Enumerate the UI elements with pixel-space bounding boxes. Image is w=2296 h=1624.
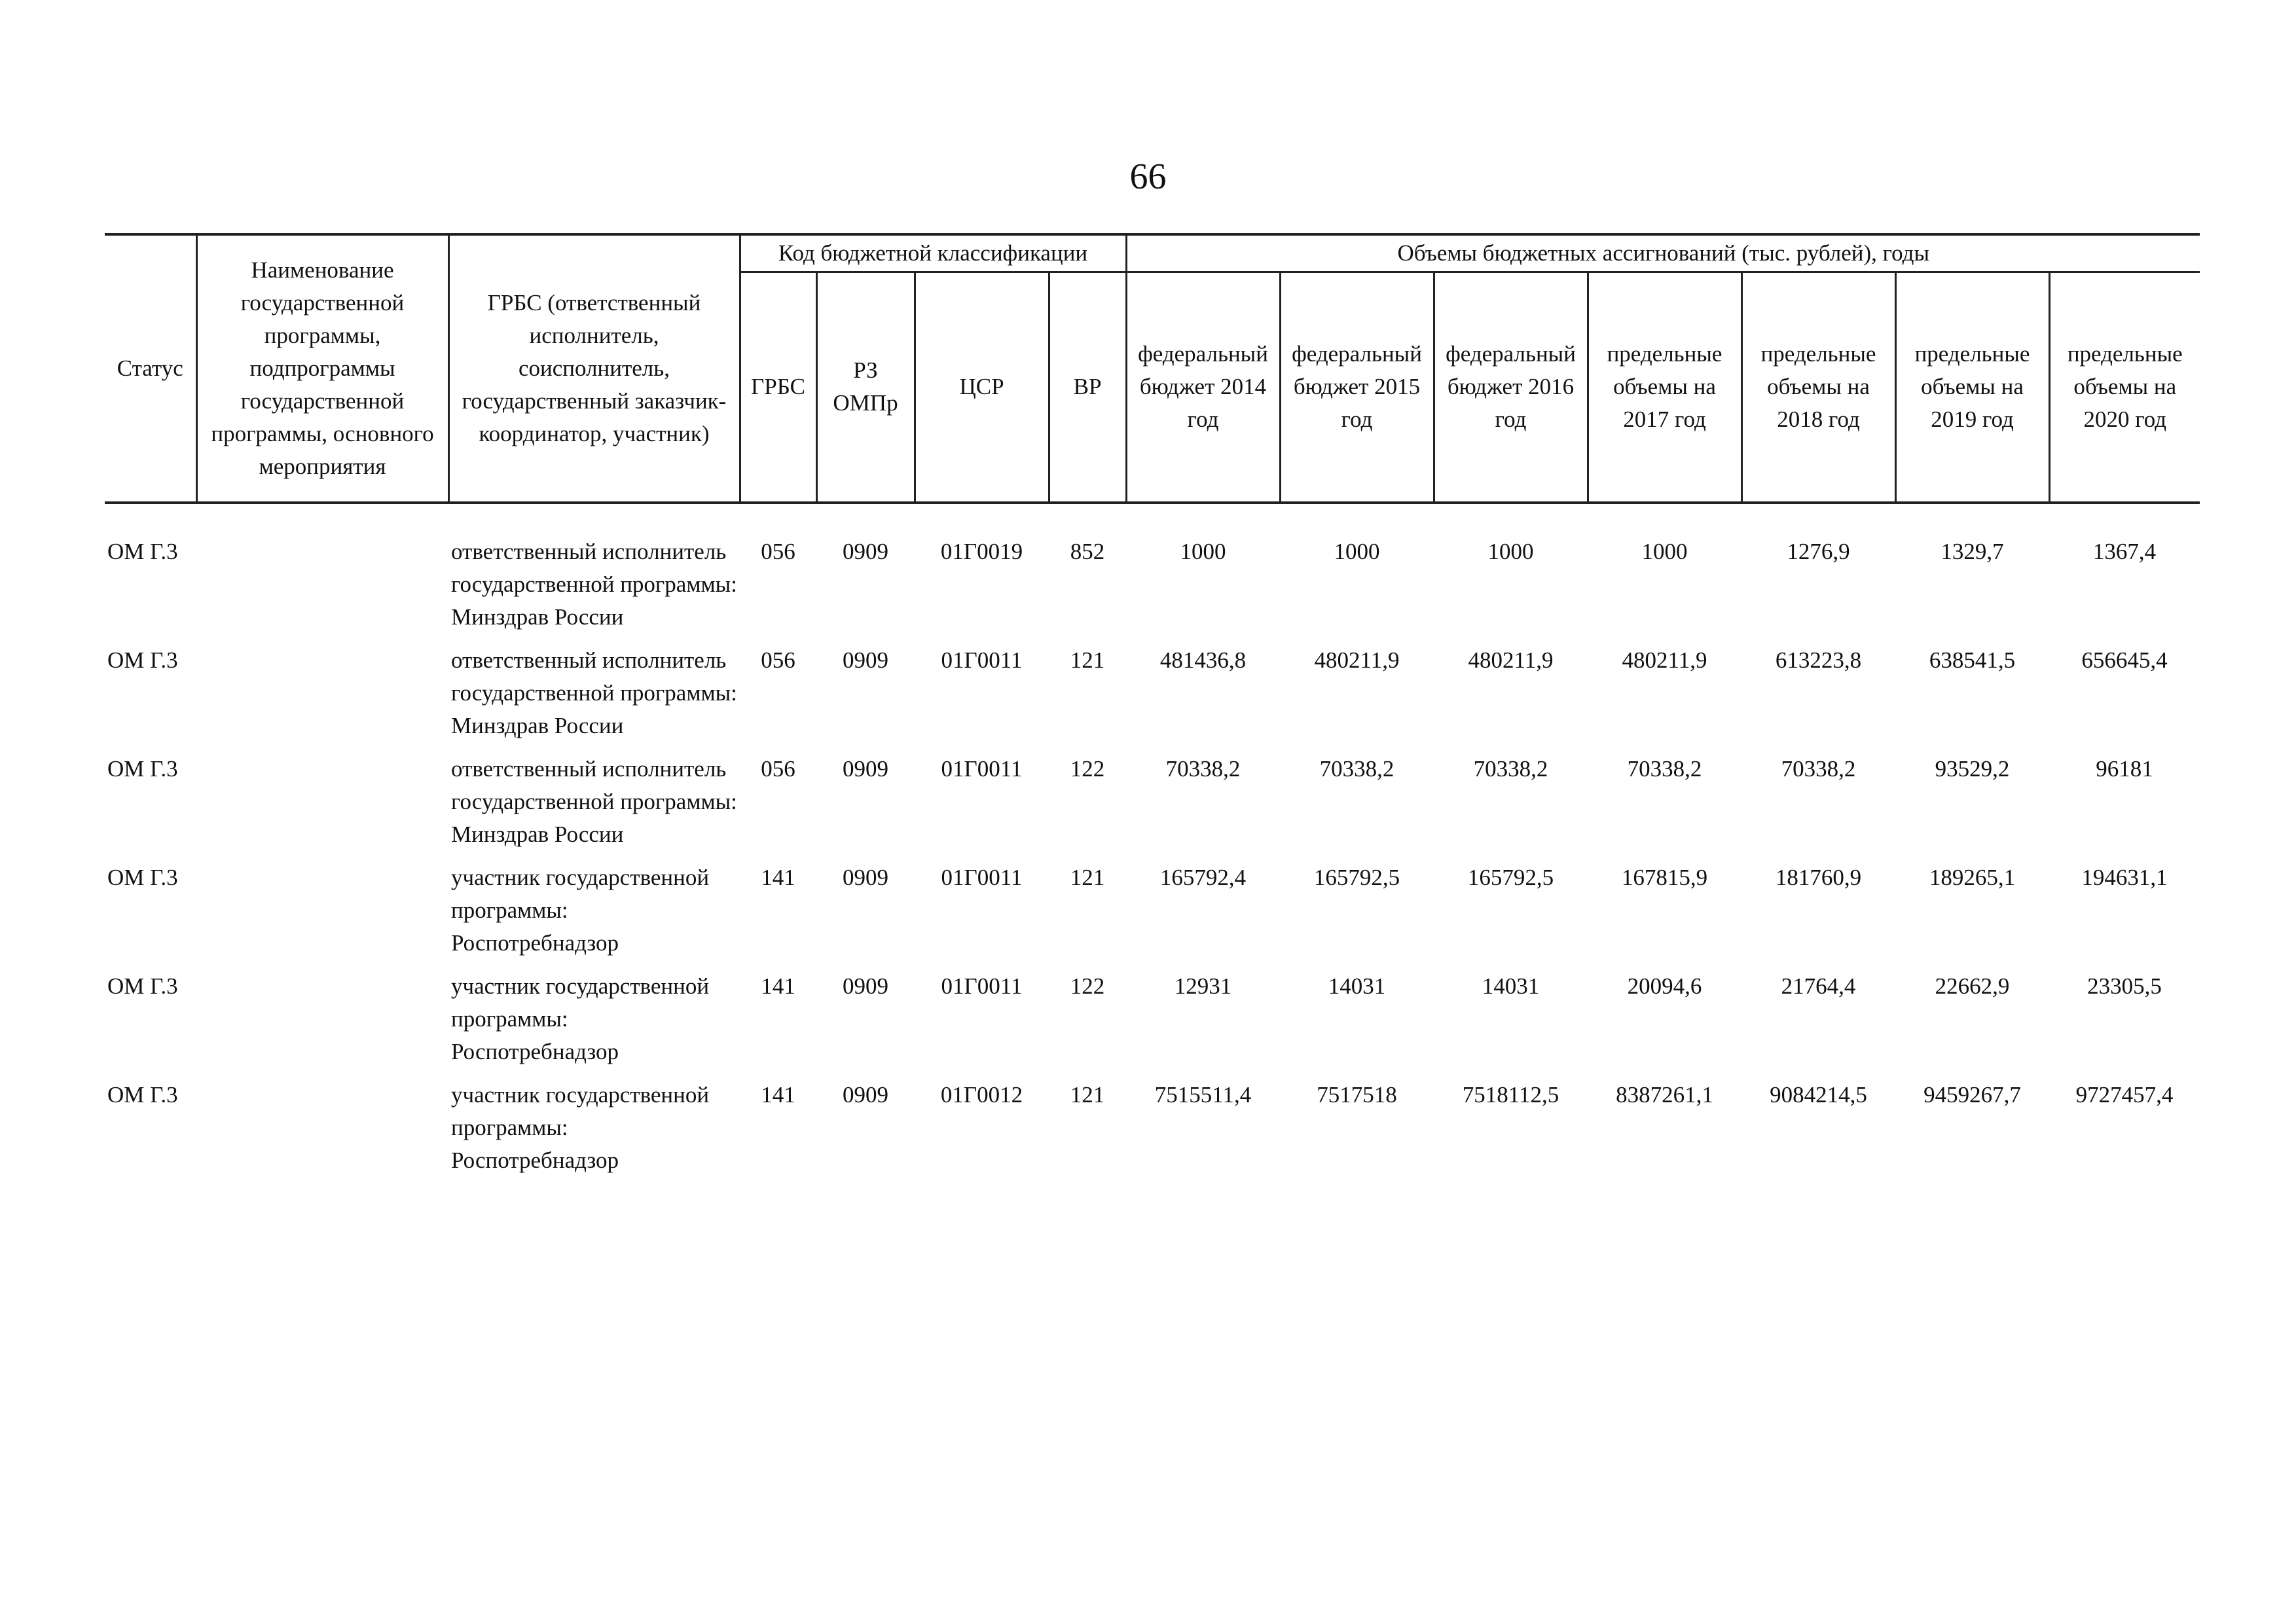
cell-2019: 93529,2 <box>1935 755 2010 782</box>
cell-role: ответственный исполнитель государственной программы: Минздрав России <box>451 647 737 738</box>
cell-2019: 638541,5 <box>1929 647 2016 673</box>
cell-program-name <box>196 535 448 644</box>
cell-csr: 01Г0011 <box>941 973 1023 999</box>
cell-2020: 1367,4 <box>2092 538 2157 564</box>
cell-2014: 1000 <box>1180 538 1226 564</box>
cell-csr: 01Г0011 <box>941 864 1023 890</box>
header-budget-classification-code: Код бюджетной классификации <box>740 234 1126 272</box>
cell-grbs: 056 <box>761 538 795 564</box>
cell-rz-ompr: 0909 <box>843 755 888 782</box>
table-row <box>105 535 2200 644</box>
header-grbs-role: ГРБС (ответственный исполнитель, соисполнитель, государственный заказчик-координатор, участник) <box>448 234 740 503</box>
cell-program-name <box>196 1079 448 1187</box>
cell-2019: 9459267,7 <box>1923 1081 2021 1108</box>
cell-2017: 1000 <box>1641 538 1688 564</box>
cell-program-name <box>196 644 448 753</box>
table-row <box>105 861 2200 970</box>
cell-2018: 613223,8 <box>1775 647 1862 673</box>
cell-status: ОМ Г.3 <box>107 647 178 673</box>
cell-rz-ompr: 0909 <box>843 647 888 673</box>
cell-csr: 01Г0019 <box>940 538 1023 564</box>
cell-2015: 480211,9 <box>1314 647 1400 673</box>
cell-role: участник государственной программы: Роспотребнадзор <box>451 973 710 1064</box>
cell-2015: 165792,5 <box>1313 864 1400 890</box>
cell-status: ОМ Г.3 <box>107 1081 178 1108</box>
header-year-2017: предельные объемы на 2017 год <box>1588 272 1741 503</box>
table-row <box>105 970 2200 1079</box>
header-year-2019: предельные объемы на 2019 год <box>1895 272 2049 503</box>
cell-2014: 7515511,4 <box>1154 1081 1252 1108</box>
table-body <box>105 503 2200 1187</box>
cell-status: ОМ Г.3 <box>107 973 178 999</box>
cell-role: ответственный исполнитель государственной программы: Минздрав России <box>451 755 737 847</box>
cell-2020: 23305,5 <box>2087 973 2162 999</box>
table-row <box>105 1079 2200 1187</box>
page-number: 66 <box>1129 156 1167 197</box>
cell-2020: 656645,4 <box>2081 647 2168 673</box>
cell-2014: 70338,2 <box>1165 755 1241 782</box>
cell-vr: 121 <box>1070 1081 1105 1108</box>
cell-program-name <box>196 861 448 970</box>
cell-2017: 70338,2 <box>1627 755 1702 782</box>
header-year-2018: предельные объемы на 2018 год <box>1741 272 1895 503</box>
cell-vr: 122 <box>1070 755 1105 782</box>
cell-status: ОМ Г.3 <box>107 538 178 564</box>
budget-allocation-table <box>105 233 2200 1187</box>
header-grbs: ГРБС <box>740 272 816 503</box>
cell-2015: 7517518 <box>1317 1081 1397 1108</box>
cell-csr: 01Г0011 <box>941 647 1023 673</box>
cell-rz-ompr: 0909 <box>843 973 888 999</box>
header-csr: ЦСР <box>915 272 1049 503</box>
header-program-name: Наименование государственной программы, подпрограммы государственной программы, основного мероприятия <box>196 234 448 503</box>
cell-vr: 852 <box>1070 538 1105 564</box>
cell-rz-ompr: 0909 <box>843 538 888 564</box>
cell-csr: 01Г0012 <box>940 1081 1023 1108</box>
cell-2015: 14031 <box>1328 973 1386 999</box>
cell-role: участник государственной программы: Роспотребнадзор <box>451 864 710 956</box>
cell-rz-ompr: 0909 <box>843 1081 888 1108</box>
table-header <box>105 234 2200 503</box>
cell-2016: 480211,9 <box>1468 647 1554 673</box>
cell-2015: 70338,2 <box>1319 755 1394 782</box>
cell-csr: 01Г0011 <box>941 755 1023 782</box>
cell-2018: 21764,4 <box>1781 973 1856 999</box>
cell-status: ОМ Г.3 <box>107 864 178 890</box>
cell-2019: 22662,9 <box>1935 973 2010 999</box>
cell-program-name <box>196 970 448 1079</box>
cell-grbs: 056 <box>761 647 795 673</box>
cell-2019: 189265,1 <box>1929 864 2016 890</box>
cell-vr: 122 <box>1070 973 1105 999</box>
cell-2016: 70338,2 <box>1473 755 1548 782</box>
cell-role: участник государственной программы: Роспотребнадзор <box>451 1081 710 1173</box>
header-year-2015: федеральный бюджет 2015 год <box>1280 272 1434 503</box>
header-year-2020: предельные объемы на 2020 год <box>2049 272 2200 503</box>
cell-2020: 9727457,4 <box>2075 1081 2174 1108</box>
header-rz-ompr: РЗ ОМПр <box>816 272 915 503</box>
table-row <box>105 644 2200 753</box>
cell-2020: 96181 <box>2096 755 2153 782</box>
cell-2017: 8387261,1 <box>1616 1081 1713 1108</box>
cell-2014: 165792,4 <box>1159 864 1247 890</box>
cell-2018: 181760,9 <box>1775 864 1862 890</box>
header-budget-volumes: Объемы бюджетных ассигнований (тыс. рублей), годы <box>1126 234 2200 272</box>
header-year-2016: федеральный бюджет 2016 год <box>1434 272 1588 503</box>
cell-2014: 12931 <box>1174 973 1232 999</box>
cell-grbs: 141 <box>761 1081 795 1108</box>
cell-grbs: 141 <box>761 973 795 999</box>
table-row <box>105 753 2200 861</box>
cell-2018: 9084214,5 <box>1770 1081 1867 1108</box>
cell-2019: 1329,7 <box>1941 538 2004 564</box>
header-year-2014: федеральный бюджет 2014 год <box>1126 272 1280 503</box>
cell-2015: 1000 <box>1334 538 1380 564</box>
cell-2018: 1276,9 <box>1787 538 1850 564</box>
cell-status: ОМ Г.3 <box>107 755 178 782</box>
cell-vr: 121 <box>1070 647 1105 673</box>
cell-2018: 70338,2 <box>1781 755 1856 782</box>
cell-2017: 480211,9 <box>1622 647 1707 673</box>
cell-role: ответственный исполнитель государственной программы: Минздрав России <box>451 538 737 630</box>
cell-grbs: 056 <box>761 755 795 782</box>
cell-grbs: 141 <box>761 864 795 890</box>
cell-2017: 20094,6 <box>1627 973 1702 999</box>
cell-program-name <box>196 753 448 861</box>
cell-2014: 481436,8 <box>1159 647 1247 673</box>
cell-rz-ompr: 0909 <box>843 864 888 890</box>
header-vr: ВР <box>1049 272 1126 503</box>
cell-2017: 167815,9 <box>1621 864 1708 890</box>
cell-2016: 7518112,5 <box>1462 1081 1559 1108</box>
cell-vr: 121 <box>1070 864 1105 890</box>
cell-2016: 14031 <box>1482 973 1540 999</box>
cell-2016: 165792,5 <box>1467 864 1554 890</box>
cell-2016: 1000 <box>1487 538 1534 564</box>
cell-2020: 194631,1 <box>2081 864 2168 890</box>
header-status: Статус <box>105 234 196 503</box>
